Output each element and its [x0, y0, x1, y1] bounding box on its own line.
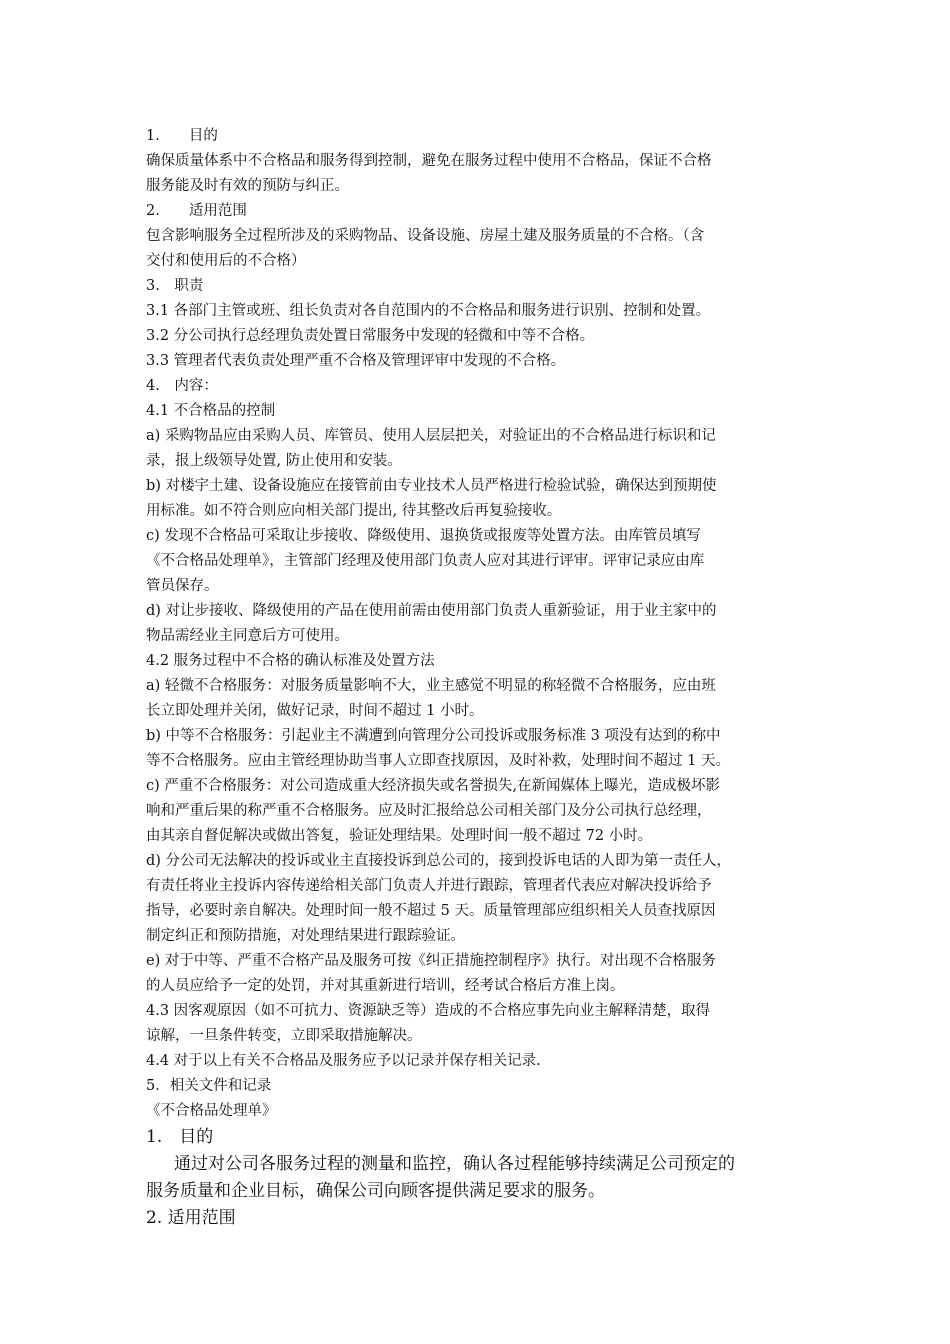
- paragraph-line: 响和严重后果的称严重不合格服务。应及时汇报给总公司相关部门及分公司执行总经理，: [146, 803, 712, 819]
- paragraph-line: c) 发现不合格品可采取让步接收、降级使用、退换货或报废等处置方法。由库管员填写: [146, 528, 701, 544]
- paragraph-line: 谅解，一旦条件转变，立即采取措施解决。: [146, 1028, 422, 1044]
- paragraph-line: 《不合格品处理单》，主管部门经理及使用部门负责人应对其进行评审。评审记录应由库: [146, 553, 705, 569]
- paragraph-line: 3.1 各部门主管或班、组长负责对各自范围内的不合格品和服务进行识别、控制和处置。: [146, 303, 711, 319]
- subsection-heading: 4.3 因客观原因（如不可抗力、资源缺乏等）造成的不合格应事先向业主解释清楚，取得: [146, 1003, 711, 1019]
- section-heading-responsibility: 3. 职责: [146, 278, 204, 294]
- second-section-heading-scope: 2. 适用范围: [146, 1208, 236, 1228]
- paragraph-line: 由其亲自督促解决或做出答复，验证处理结果。处理时间一般不超过 72 小时。: [146, 828, 653, 844]
- paragraph-line: d) 分公司无法解决的投诉或业主直接投诉到总公司的，接到投诉电话的人即为第一责任人，: [146, 853, 732, 869]
- paragraph-line: 指导，必要时亲自解决。处理时间一般不超过 5 天。质量管理部应组织相关人员查找原因: [146, 903, 716, 919]
- second-section-paragraph-line: 服务质量和企业目标，确保公司向顾客提供满足要求的服务。: [146, 1181, 605, 1201]
- subsection-heading: 4.4 对于以上有关不合格品及服务应予以记录并保存相关记录.: [146, 1053, 541, 1069]
- paragraph-line: 制定纠正和预防措施，对处理结果进行跟踪验证。: [146, 928, 465, 944]
- subsection-heading: 4.2 服务过程中不合格的确认标准及处置方法: [146, 653, 435, 669]
- paragraph-line: 有责任将业主投诉内容传递给相关部门负责人并进行跟踪，管理者代表应对解决投诉给予: [146, 878, 712, 894]
- paragraph-line: 等不合格服务。应由主管经理协助当事人立即查找原因，及时补救，处理时间不超过 1 天。: [146, 753, 730, 769]
- paragraph-line: b) 对楼宇土建、设备设施应在接管前由专业技术人员严格进行检验试验，确保达到预期使: [146, 478, 717, 494]
- section-heading-related-docs: 5．相关文件和记录: [146, 1078, 272, 1094]
- paragraph-line: c) 严重不合格服务：对公司造成重大经济损失或名誉损失,在新闻媒体上曝光，造成极坏影: [146, 778, 720, 794]
- paragraph-line: 服务能及时有效的预防与纠正。: [146, 178, 349, 194]
- second-section-paragraph-line: 通过对公司各服务过程的测量和监控，确认各过程能够持续满足公司预定的: [174, 1154, 735, 1174]
- record-form-title: 《不合格品处理单》: [146, 1103, 277, 1119]
- paragraph-line: e) 对于中等、严重不合格产品及服务可按《纠正措施控制程序》执行。对出现不合格服务: [146, 953, 716, 969]
- paragraph-line: 长立即处理并关闭，做好记录，时间不超过 1 小时。: [146, 703, 484, 719]
- paragraph-line: 管员保存。: [146, 578, 219, 594]
- paragraph-line: a) 采购物品应由采购人员、库管员、使用人层层把关，对验证出的不合格品进行标识和记: [146, 428, 716, 444]
- section-heading-purpose: 1. 目的: [146, 128, 218, 144]
- subsection-heading: 4.1 不合格品的控制: [146, 403, 276, 419]
- section-heading-content: 4. 内容：: [146, 378, 218, 394]
- paragraph-line: 包含影响服务全过程所涉及的采购物品、设备设施、房屋土建及服务质量的不合格。（含: [146, 228, 705, 244]
- paragraph-line: 用标准。如不符合则应向相关部门提出, 待其整改后再复验接收。: [146, 503, 562, 519]
- paragraph-line: d) 对让步接收、降级使用的产品在使用前需由使用部门负责人重新验证，用于业主家中的: [146, 603, 717, 619]
- paragraph-line: 物品需经业主同意后方可使用。: [146, 628, 349, 644]
- second-section-heading-purpose: 1. 目的: [146, 1127, 214, 1147]
- paragraph-line: 3.3 管理者代表负责处理严重不合格及管理评审中发现的不合格。: [146, 353, 566, 369]
- paragraph-line: 确保质量体系中不合格品和服务得到控制，避免在服务过程中使用不合格品，保证不合格: [146, 153, 712, 169]
- paragraph-line: 的人员应给予一定的处罚，并对其重新进行培训，经考试合格后方准上岗。: [146, 978, 625, 994]
- section-heading-scope: 2. 适用范围: [146, 203, 247, 219]
- document-body: [146, 124, 810, 1232]
- paragraph-line: a) 轻微不合格服务：对服务质量影响不大，业主感觉不明显的称轻微不合格服务，应由班: [146, 678, 716, 694]
- paragraph-line: 录，报上级领导处置, 防止使用和安装。: [146, 453, 402, 469]
- paragraph-line: b) 中等不合格服务：引起业主不满遭到向管理分公司投诉或服务标准 3 项没有达到的称中: [146, 728, 721, 744]
- paragraph-line: 交付和使用后的不合格）: [146, 253, 306, 269]
- paragraph-line: 3.2 分公司执行总经理负责处置日常服务中发现的轻微和中等不合格。: [146, 328, 595, 344]
